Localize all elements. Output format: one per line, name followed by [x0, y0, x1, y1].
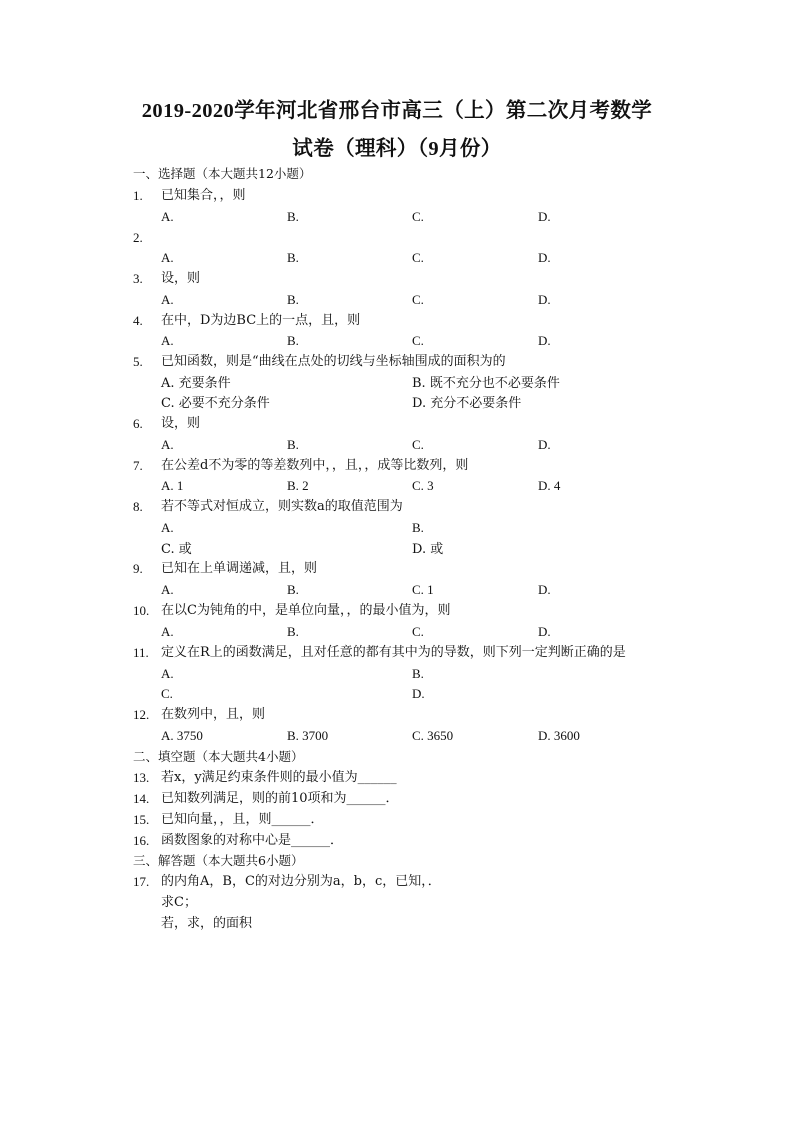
option-d: D.: [538, 333, 551, 348]
question-text: 设，则: [161, 271, 201, 286]
question-text: 若不等式对恒成立，则实数a的取值范围为: [161, 499, 403, 514]
question-15: [0, 810, 794, 830]
question-number: 1.: [133, 188, 143, 203]
question-13: [0, 768, 794, 788]
question-text: 已知数列满足，则的前10项和为______．: [161, 791, 399, 806]
option-d: D.: [538, 437, 551, 452]
option-d-text: D. 或: [412, 542, 444, 557]
option-d: D. 3600: [538, 728, 580, 743]
option-b: B. 2: [287, 478, 309, 493]
question-number: 3.: [133, 271, 143, 286]
option-d: D.: [538, 292, 551, 307]
option-a: A.: [161, 624, 174, 639]
option-c-text: C. 必要不充分条件: [161, 396, 270, 411]
section-heading-fill: 二、填空题（本大题共4小题）: [133, 749, 304, 764]
question-text: 的内角A，B，C的对边分别为a，b，c，已知，．: [161, 874, 441, 889]
question-number: 17.: [133, 874, 150, 889]
option-a: A. 1: [161, 478, 184, 493]
question-7-options: [0, 476, 794, 496]
question-3-options: [0, 290, 794, 310]
question-6-options: [0, 435, 794, 455]
question-text: 已知向量，，且，则______．: [161, 812, 324, 827]
question-number: 5.: [133, 354, 143, 369]
question-3: [0, 269, 794, 289]
option-d: D.: [538, 624, 551, 639]
question-11-options-row2: [0, 684, 794, 704]
question-number: 10.: [133, 603, 150, 618]
option-d: D.: [538, 250, 551, 265]
option-b: [412, 373, 560, 394]
option-b: B.: [287, 437, 299, 452]
question-17-part-2: 若，求，的面积: [161, 916, 253, 931]
question-8: [0, 497, 794, 517]
question-9-options: [0, 580, 794, 600]
option-b-text: B. 既不充分也不必要条件: [412, 376, 560, 391]
question-text: 已知集合，，则: [161, 188, 246, 203]
question-10: [0, 601, 794, 621]
question-number: 11.: [133, 645, 149, 660]
question-2-options: [0, 248, 794, 268]
exam-title-line1: 2019-2020学年河北省邢台市高三（上）第二次月考数学: [141, 100, 653, 122]
option-d: D.: [538, 209, 551, 224]
option-a: A.: [161, 520, 174, 535]
option-c: C. 3: [412, 478, 434, 493]
question-11: [0, 643, 794, 663]
option-b: B.: [412, 520, 424, 535]
question-17: [0, 872, 794, 892]
option-c: C.: [412, 437, 424, 452]
option-a: A.: [161, 666, 174, 681]
option-c: [161, 539, 192, 560]
question-7: [0, 456, 794, 476]
option-a: A.: [161, 437, 174, 452]
option-b: B. 3700: [287, 728, 329, 743]
option-a: A.: [161, 250, 174, 265]
question-text: 函数图象的对称中心是______．: [161, 833, 344, 848]
option-c: [161, 393, 270, 414]
question-number: 9.: [133, 561, 143, 576]
question-number: 12.: [133, 707, 150, 722]
option-c-text: C. 或: [161, 542, 192, 557]
question-4: [0, 311, 794, 331]
question-5-options-row1: [0, 373, 794, 393]
question-1: [0, 186, 794, 206]
option-d: D. 4: [538, 478, 561, 493]
option-c: C. 3650: [412, 728, 454, 743]
option-c: C.: [412, 250, 424, 265]
question-14: [0, 789, 794, 809]
option-b: B.: [287, 292, 299, 307]
question-2: [0, 228, 794, 248]
option-b: B.: [287, 582, 299, 597]
option-b: B.: [412, 666, 424, 681]
option-d-text: D. 充分不必要条件: [412, 396, 522, 411]
question-text: 在公差d不为零的等差数列中，，且，，成等比数列，则: [161, 458, 469, 473]
question-9: [0, 559, 794, 579]
question-6: [0, 414, 794, 434]
question-text: 已知在上单调递减，且，则: [161, 561, 318, 576]
question-1-options: [0, 207, 794, 227]
option-a: A.: [161, 292, 174, 307]
question-8-options-row2: [0, 539, 794, 559]
option-a: A.: [161, 209, 174, 224]
exam-title-line2: 试卷（理科）（9月份）: [292, 138, 502, 160]
question-10-options: [0, 622, 794, 642]
question-number: 14.: [133, 791, 150, 806]
question-text: 设，则: [161, 416, 201, 431]
option-b: B.: [287, 333, 299, 348]
option-c: C. 1: [412, 582, 434, 597]
option-b: B.: [287, 624, 299, 639]
question-number: 6.: [133, 416, 143, 431]
option-d: D.: [538, 582, 551, 597]
question-number: 4.: [133, 313, 143, 328]
section-heading-answer: 三、解答题（本大题共6小题）: [133, 853, 304, 868]
section-heading-choice: 一、选择题（本大题共12小题）: [133, 166, 312, 181]
option-b: B.: [287, 209, 299, 224]
option-d: D.: [412, 686, 425, 701]
question-text: 定义在R上的函数满足，且对任意的都有其中为的导数，则下列一定判断正确的是: [161, 645, 626, 660]
option-d: [412, 539, 443, 560]
option-c: C.: [161, 686, 173, 701]
question-text: 若x，y满足约束条件则的最小值为______: [161, 770, 397, 785]
question-number: 13.: [133, 770, 150, 785]
question-8-options-row1: [0, 518, 794, 538]
option-d: [412, 393, 521, 414]
option-b: B.: [287, 250, 299, 265]
option-a: A.: [161, 582, 174, 597]
question-number: 2.: [133, 230, 143, 245]
question-5-options-row2: [0, 393, 794, 413]
question-16: [0, 831, 794, 851]
option-c: C.: [412, 333, 424, 348]
question-text: 在以C为钝角的中，是单位向量，，的最小值为，则: [161, 603, 451, 618]
option-c: C.: [412, 292, 424, 307]
question-4-options: [0, 331, 794, 351]
option-a: A.: [161, 333, 174, 348]
question-12: [0, 705, 794, 725]
question-17-part-1: 求C；: [161, 895, 197, 910]
question-11-options-row1: [0, 664, 794, 684]
question-5: [0, 352, 794, 372]
option-a-text: A. 充要条件: [161, 376, 231, 391]
option-c: C.: [412, 209, 424, 224]
question-text: 在中，D为边BC上的一点，且，则: [161, 313, 361, 328]
question-12-options: [0, 726, 794, 746]
option-c: C.: [412, 624, 424, 639]
option-a: [161, 373, 231, 394]
question-number: 8.: [133, 499, 143, 514]
question-number: 7.: [133, 458, 143, 473]
question-text: 已知函数，则是“曲线在点处的切线与坐标轴围成的面积为的: [161, 354, 506, 369]
question-number: 16.: [133, 833, 150, 848]
question-number: 15.: [133, 812, 150, 827]
option-a: A. 3750: [161, 728, 203, 743]
question-text: 在数列中，且，则: [161, 707, 266, 722]
